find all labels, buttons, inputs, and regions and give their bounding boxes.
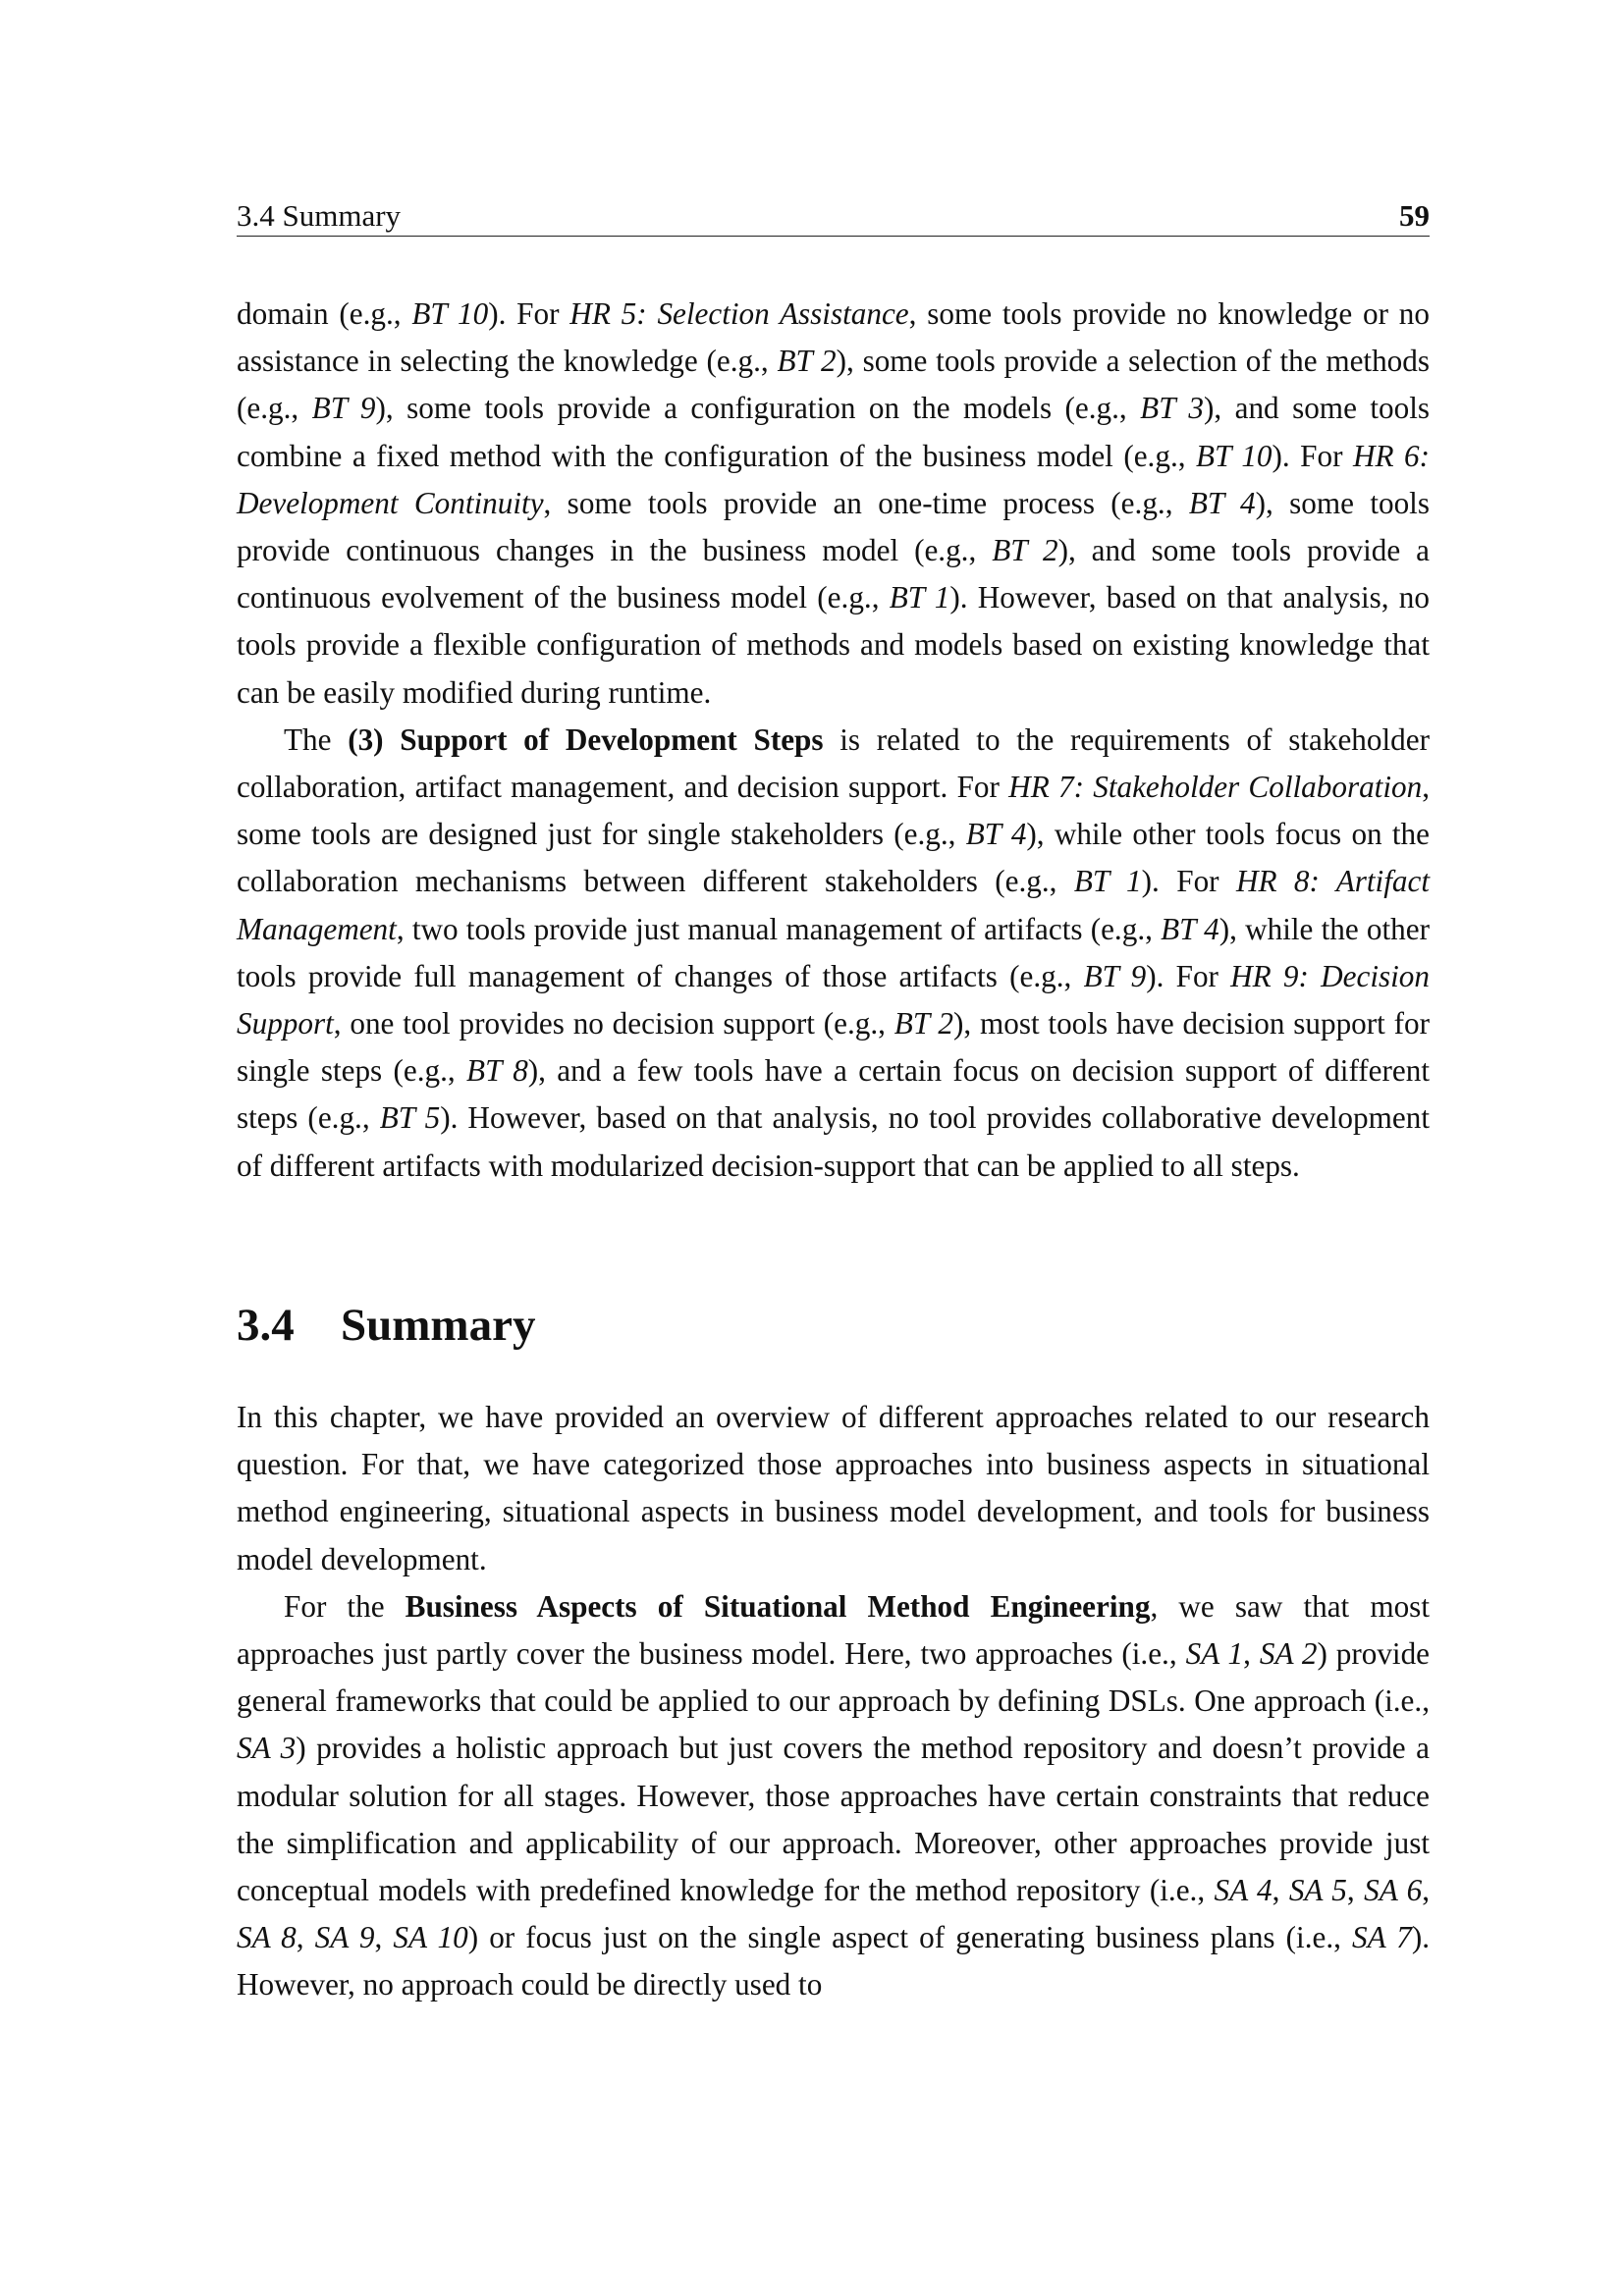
document-page bbox=[237, 0, 1430, 2296]
paragraph-business-aspects: For the Business Aspects of Situational Method Engineering, we saw that most approaches just partly cover the business model. Here, two approaches (i.e., SA 1, SA 2) provide general frameworks that could be applied to our approach by defining DSLs. One approach (i.e., SA 3) provides a holistic approach but just covers the method repository and doesn’t provide a modular solution for all stages. However, those approaches have certain constraints that reduce the simplification and applicability of our approach. Moreover, other approaches provide just conceptual models with predefined knowledge for the method repository (i.e., SA 4, SA 5, SA 6, SA 8, SA 9, SA 10) or focus just on the single aspect of generating business plans (i.e., SA 7). However, no approach could be directly used to bbox=[237, 1588, 1431, 2002]
page-number: 59 bbox=[1399, 198, 1430, 233]
section-heading bbox=[237, 1296, 535, 1355]
paragraph-support-development-steps: The (3) Support of Development Steps is related to the requirements of stakeholder collaboration, artifact management, and decision support. For HR 7: Stakeholder Collaboration, some tools are designed just for single stakeholders (e.g., BT 4), while other tools focus on the collaboration mechanisms between different stakeholders (e.g., BT 1). For HR 8: Artifact Management, two tools provide just manual management of artifacts (e.g., BT 4), while the other tools provide full management of changes of those artifacts (e.g., BT 9). For HR 9: Decision Support, one tool provides no decision support (e.g., BT 2), most tools have decision support for single steps (e.g., BT 8), and a few tools have a certain focus on decision support of different steps (e.g., BT 5). However, based on that analysis, no tool provides collaborative development of different artifacts with modularized decision-support that can be applied to all steps. bbox=[237, 721, 1430, 1183]
paragraph-chapter-overview: In this chapter, we have provided an overview of different approaches related to our research question. For that, we have categorized those approaches into business aspects in situational method engineering, situational aspects in business model development, and tools for business model development. bbox=[237, 1400, 1430, 1576]
header-section-title: 3.4 Summary bbox=[237, 198, 402, 233]
running-header bbox=[237, 196, 1430, 237]
section-title: Summary bbox=[341, 1300, 536, 1351]
section-number: 3.4 bbox=[237, 1300, 295, 1351]
body-text-top bbox=[237, 291, 1430, 1190]
paragraph-continuation: domain (e.g., BT 10). For HR 5: Selection Assistance, some tools provide no knowledge or no assistance in selecting the knowledge (e.g., BT 2), some tools provide a selection of the methods (e.g., BT 9), some tools provide a configuration on the models (e.g., BT 3), and some tools combine a fixed method with the configuration of the business model (e.g., BT 10). For HR 6: Development Continuity, some tools provide an one-time process (e.g., BT 4), some tools provide continuous changes in the business model (e.g., BT 2), and some tools provide a continuous evolvement of the business model (e.g., BT 1). However, based on that analysis, no tools provide a flexible configuration of methods and models based on existing knowledge that can be easily modified during runtime. bbox=[237, 296, 1431, 710]
body-text-summary bbox=[237, 1394, 1430, 2009]
